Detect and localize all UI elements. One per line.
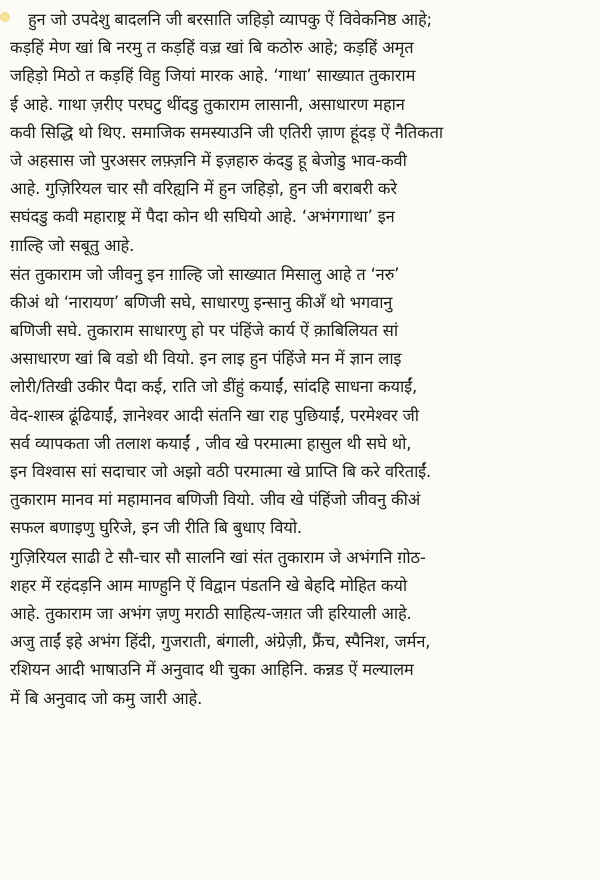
paragraph-3 (10, 544, 592, 713)
paragraph-line: जे अहसास जो पुरअसर लफ़्ज़नि में इज़हारु कंदडु हू बेजोडु भाव-कवी (10, 150, 407, 170)
paragraph-line: अजु ताईं इहे अभंग हिंदी, गुजराती, बंगाली, अंग्रेज़ी, फ्रैंच, स्पैनिश, जर्मन, (10, 632, 431, 652)
paragraph-2 (10, 261, 592, 543)
paragraph-line: लोरी/तिखी उकीर पैदा कई, राति जो डींहुं कयाईं, सांदहि साधना कयाईं, (10, 377, 418, 397)
paragraph-line: सर्व व्यापकता जी तलाश कयाईं , जीव खे परमात्मा हासुल थी सघे थो, (10, 433, 412, 453)
paragraph-line: सफल बणाइणु घुरिजे, इन जी रीति बि बुधाए वियो. (10, 518, 302, 538)
paragraph-line: ग़ाल्हि जो सबूतु आहे. (10, 235, 135, 255)
paragraph-line: सघंदडु कवी महाराष्ट्र में पैदा कोन थी सघियो आहे. ‘अभंगगाथा’ इन (10, 207, 395, 227)
paragraph-line: असाधारण खां बि वडो थी वियो. इन लाइ हुन पंहिंजे मन में ज्ञान लाइ (10, 349, 402, 369)
paragraph-line: हुन जो उपदेशु बादलनि जी बरसाति जहिड़ो व्यापकु ऐं विवेकनिष्ठ आहे; (28, 10, 432, 29)
paragraph-line: ई आहे. गाथा ज़रीए परघटु थींदडु तुकाराम लासानी, असाधारण महान (10, 94, 405, 114)
paragraph-1 (10, 6, 592, 260)
paragraph-line: जहिड़ो मिठो त कड़हिं विहु जियां मारक आहे. ‘गाथा’ साख्यात तुकाराम (10, 66, 416, 86)
paragraph-line: शहर में रहंदड़नि आम माण्हुनि ऐं विद्वान पंडतनि खे बेहदि मोहित कयो (10, 575, 407, 595)
paragraph-line: कीअं थो ‘नारायण’ बणिजी सघे, साधारणु इन्सानु कीअँ थो भगवानु (10, 292, 393, 312)
paragraph-line: आहे. तुकाराम जा अभंग ज़णु मराठी साहित्य-जग़त जी हरियाली आहे. (10, 603, 412, 623)
paragraph-line: आहे. गुज़िरियल चार सौ वरिह्यनि में हुन जहिड़ो, हुन जी बराबरी करे (10, 179, 397, 199)
paragraph-line: तुकाराम मानव मां महामानव बणिजी वियो. जीव खे पंहिंजो जीवनु कीअं (10, 490, 421, 510)
paragraph-line: कड़हिं मेण खां बि नरमु त कड़हिं वज़्र खां बि कठोरु आहे; कड़हिं अमृत (10, 38, 414, 58)
paragraph-line: गुज़िरियल साढी टे सौ-चार सौ सालनि खां संत तुकाराम जे अभंगनि ग़ोठ- (10, 547, 426, 567)
paragraph-line: कवी सिद्धि थो थिए. समाजिक समस्याउनि जी एतिरी ज़ाण हूंदड़ ऐं नैतिकता (10, 122, 444, 142)
paragraph-line: बणिजी सघे. तुकाराम साधारणु हो पर पंहिंजे कार्य ऐं क़ाबिलियत सां (10, 321, 398, 341)
paragraph-line: रशियन आदी भाषाउनि में अनुवाद थी चुका आहिनि. कन्नड ऐं मल्यालम (10, 660, 414, 680)
paragraph-line: में बि अनुवाद जो कमु जारी आहे. (10, 688, 203, 708)
bullet-dot (0, 12, 10, 22)
paragraph-line: वेद-शास्त्र ढूंढियाईं, ज्ञानेश्वर आदी संतनि खा राह पुछियाईं, परमेश्वर जी (10, 405, 419, 425)
paragraph-line: संत तुकाराम जो जीवनु इन ग़ाल्हि जो साख्यात मिसालु आहे त ‘नरु’ (10, 264, 400, 284)
paragraph-line: इन विश्वास सां सदाचार जो अझो वठी परमात्मा खे प्राप्ति बि करे वरिताईं. (10, 462, 432, 481)
